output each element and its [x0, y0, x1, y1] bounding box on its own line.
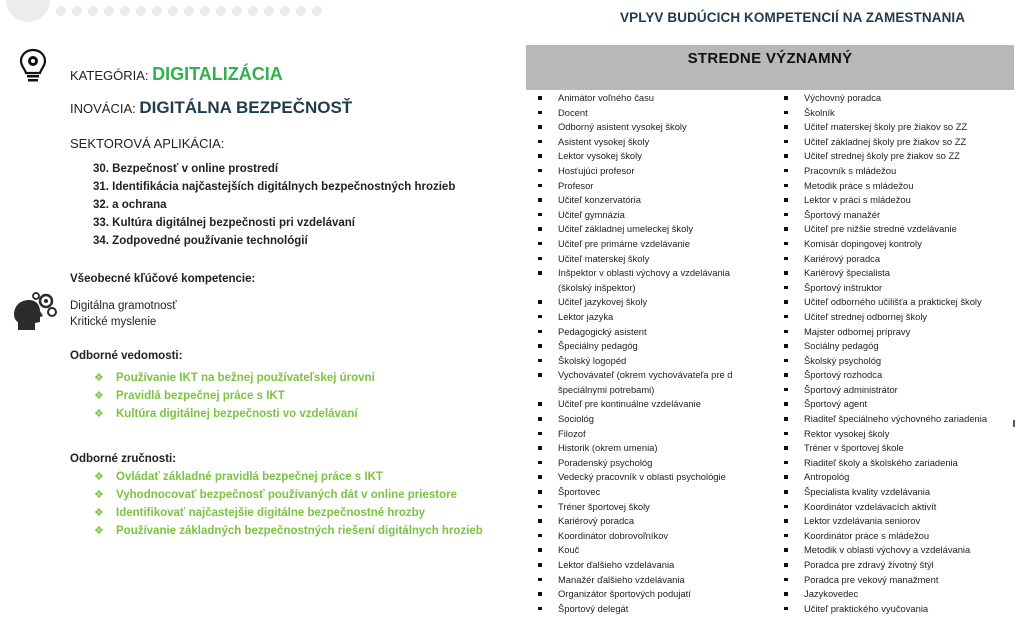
occupation-text: Pedagogický asistent — [558, 325, 647, 337]
sector-item: 30. Bezpečnosť v online prostredí — [93, 163, 279, 175]
occupation-item — [536, 339, 776, 354]
skill-item-text: Používanie základných bezpečnostných riešení digitálnych hrozieb — [116, 525, 483, 537]
occupation-text: Učiteľ strednej odbornej školy — [804, 310, 928, 322]
occupation-item — [536, 149, 776, 164]
skill-item-text: Ovládať základné pravidlá bezpečnej práce s IKT — [116, 471, 383, 483]
occupation-item — [536, 441, 776, 456]
occupation-item — [782, 500, 1014, 515]
occupation-text: Výchovný poradca — [804, 92, 882, 103]
occupation-text: Tréner športovej školy — [558, 500, 650, 512]
knowledge-item-text: Používanie IKT na bežnej používateľskej úrovni — [116, 372, 375, 384]
decorative-dot — [168, 6, 178, 16]
occupation-item — [536, 222, 776, 237]
occupation-item — [536, 485, 776, 500]
occupation-text: Športový rozhodca — [804, 369, 883, 381]
occupation-text: Učiteľ základnej umeleckej školy — [558, 223, 694, 235]
occupation-text: Antropológ — [804, 471, 850, 483]
occupation-text: Školník — [804, 106, 835, 118]
decorative-dot — [184, 6, 194, 16]
occupation-text: Asistent vysokej školy — [558, 135, 650, 147]
decorative-dot — [56, 6, 66, 16]
occupation-text: Poradca pre vekový manažment — [804, 573, 939, 585]
occupation-text: Sociálny pedagóg — [804, 340, 879, 352]
occupation-text: Kouč — [558, 544, 580, 556]
category-label: KATEGÓRIA: — [70, 68, 149, 83]
category-value: DIGITALIZÁCIA — [152, 64, 283, 84]
occupation-item — [536, 193, 776, 208]
innovation-value: DIGITÁLNA BEZPEČNOSŤ — [139, 98, 353, 117]
knowledge-title: Odborné vedomosti: — [70, 350, 183, 362]
occupation-item — [782, 237, 1014, 252]
occupation-text: Tréner v športovej škole — [804, 442, 904, 454]
occupation-text: Lektor v práci s mládežou — [804, 194, 911, 206]
occupation-text-continued: (školský inšpektor) — [558, 281, 636, 293]
occupation-text: Lektor vzdelávania seniorov — [804, 515, 921, 527]
occupation-item — [782, 558, 1014, 573]
occupation-text: Metodik práce s mládežou — [804, 179, 914, 191]
occupation-item — [782, 193, 1014, 208]
occupation-item — [782, 135, 1014, 150]
occupation-item — [536, 325, 776, 340]
occupation-text: Riaditeľ školy a školského zariadenia — [804, 456, 958, 468]
sector-list — [93, 160, 455, 250]
occupation-item — [782, 222, 1014, 237]
occupation-item — [782, 149, 1014, 164]
occupation-item — [782, 514, 1014, 529]
occupation-text: Športovec — [558, 486, 601, 498]
occupation-item — [782, 354, 1014, 369]
occupation-item — [536, 558, 776, 573]
occupation-text: Komisár dopingovej kontroly — [804, 237, 922, 249]
skill-item-text: Vyhodnocovať bezpečnosť používaných dát v online priestore — [116, 489, 457, 501]
occupation-text: Poradca pre zdravý životný štýl — [804, 559, 934, 570]
knowledge-item — [94, 387, 375, 405]
decorative-dot — [280, 6, 290, 16]
skills-list — [94, 468, 483, 540]
occupation-text: Koordinátor vzdelávacích aktivít — [804, 500, 937, 512]
occupation-item — [782, 164, 1014, 179]
occupation-text: Špeciálny pedagóg — [558, 340, 638, 352]
decorative-banner — [0, 0, 526, 22]
diamond-bullet-icon: ❖ — [94, 489, 104, 501]
occupation-item — [782, 339, 1014, 354]
occupation-text: Pracovník s mládežou — [804, 164, 897, 176]
occupation-text: Koordinátor dobrovoľníkov — [558, 529, 669, 541]
diamond-bullet-icon: ❖ — [94, 525, 104, 537]
skill-item — [94, 522, 483, 540]
occupation-text: Sociológ — [558, 413, 594, 425]
occupation-item — [536, 529, 776, 544]
occupation-item — [782, 543, 1014, 558]
occupation-text: Inšpektor v oblasti výchovy a vzdelávania — [558, 267, 730, 279]
occupation-text: Poradenský psychológ — [558, 456, 653, 468]
general-competences-title: Všeobecné kľúčové kompetencie: — [70, 273, 256, 285]
decorative-dot — [72, 6, 82, 16]
occupation-text: Koordinátor práce s mládežou — [804, 529, 930, 541]
occupation-text: Učiteľ pre primárne vzdelávanie — [558, 237, 690, 249]
occupation-text: Učiteľ jazykovej školy — [558, 296, 648, 308]
sector-item: 31. Identifikácia najčastejších digitálnych bezpečnostných hrozieb — [93, 181, 456, 193]
occupation-item — [782, 397, 1014, 412]
significance-banner — [526, 45, 1014, 90]
occupation-list-left — [536, 91, 776, 616]
occupation-item — [782, 587, 1014, 602]
occupation-item — [782, 325, 1014, 340]
decorative-dot — [248, 6, 258, 16]
occupation-text: Kariérový špecialista — [804, 267, 890, 279]
occupation-item — [782, 252, 1014, 267]
decorative-dot — [264, 6, 274, 16]
diamond-bullet-icon: ❖ — [94, 408, 104, 420]
occupation-item — [536, 310, 776, 325]
decorative-dot — [136, 6, 146, 16]
occupation-text: Docent — [558, 106, 588, 118]
occupation-item — [536, 106, 776, 121]
occupation-item — [782, 485, 1014, 500]
significance-label: STREDNE VÝZNAMNÝ — [687, 50, 853, 67]
competence-item: Kritické myslenie — [70, 316, 157, 328]
occupation-text: Školský psychológ — [804, 354, 882, 366]
occupation-item — [782, 602, 1014, 617]
skill-item — [94, 504, 483, 522]
occupation-item — [782, 412, 1014, 427]
occupation-text: Lektor vysokej školy — [558, 150, 642, 162]
occupation-text: Hosťujúci profesor — [558, 164, 635, 176]
occupation-text: Metodik v oblasti výchovy a vzdelávania — [804, 544, 971, 556]
skill-item — [94, 486, 483, 504]
occupation-item — [536, 164, 776, 179]
occupation-item — [536, 602, 776, 617]
decorative-dot — [312, 6, 322, 16]
general-competences-list — [70, 298, 177, 330]
decorative-dot — [296, 6, 306, 16]
occupation-item — [536, 252, 776, 267]
occupation-item — [536, 573, 776, 588]
occupation-item — [782, 368, 1014, 383]
occupation-item — [782, 529, 1014, 544]
occupation-item — [536, 354, 776, 369]
occupation-item — [536, 514, 776, 529]
occupation-text: Športový delegát — [558, 602, 629, 614]
occupation-text: Učiteľ gymnázia — [558, 208, 625, 220]
occupation-text: Učiteľ materskej školy — [558, 252, 650, 264]
skill-item — [94, 468, 483, 486]
occupation-item — [536, 368, 776, 397]
occupation-text: Majster odbornej prípravy — [804, 325, 911, 337]
occupation-item — [782, 266, 1014, 281]
occupation-item — [536, 91, 776, 106]
competence-item: Digitálna gramotnosť — [70, 300, 177, 312]
occupation-text: Lektor ďalšieho vzdelávania — [558, 559, 675, 570]
occupation-item — [782, 441, 1014, 456]
occupation-text: Odborný asistent vysokej školy — [558, 121, 687, 133]
diamond-bullet-icon: ❖ — [94, 390, 104, 402]
occupation-item — [782, 120, 1014, 135]
occupation-text: Jazykovedec — [804, 588, 859, 600]
occupation-text: Športový manažér — [804, 208, 881, 220]
occupation-text: Športový administrátor — [804, 383, 898, 395]
occupation-text: Učiteľ strednej školy pre žiakov so ZZ — [804, 150, 960, 162]
occupation-item — [782, 573, 1014, 588]
occupation-text: Rektor vysokej školy — [804, 427, 890, 439]
occupation-text: Manažér ďalšieho vzdelávania — [558, 573, 685, 585]
knowledge-item-text: Pravidlá bezpečnej práce s IKT — [116, 390, 285, 402]
sector-item: 33. Kultúra digitálnej bezpečnosti pri vzdelávaní — [93, 217, 356, 229]
occupation-text: Profesor — [558, 179, 594, 191]
knowledge-item — [94, 405, 375, 423]
occupation-item — [536, 412, 776, 427]
category-line — [70, 64, 283, 85]
occupation-item — [536, 500, 776, 515]
lightbulb-gear-icon — [18, 48, 48, 89]
occupation-item — [536, 208, 776, 223]
occupation-text: Učiteľ pre nižšie stredné vzdelávanie — [804, 223, 957, 235]
occupation-text: Školský logopéd — [558, 354, 627, 366]
sector-item: 34. Zodpovedné používanie technológií — [93, 235, 308, 247]
occupation-item — [782, 179, 1014, 194]
diamond-bullet-icon: ❖ — [94, 507, 104, 519]
occupation-item — [536, 179, 776, 194]
skill-item-text: Identifikovať najčastejšie digitálne bezpečnostné hrozby — [116, 507, 426, 519]
occupation-item — [782, 427, 1014, 442]
occupation-item — [782, 383, 1014, 398]
occupation-item — [536, 427, 776, 442]
occupation-text: Športový agent — [804, 398, 868, 410]
occupation-item — [782, 91, 1014, 106]
skills-title: Odborné zručnosti: — [70, 453, 177, 465]
innovation-label: INOVÁCIA: — [70, 101, 136, 116]
occupation-item — [536, 456, 776, 471]
occupation-item — [536, 237, 776, 252]
occupation-item — [536, 543, 776, 558]
occupation-item — [782, 310, 1014, 325]
occupation-text: Učiteľ pre kontinuálne vzdelávanie — [558, 398, 701, 410]
occupation-item — [782, 456, 1014, 471]
knowledge-item-text: Kultúra digitálnej bezpečnosti vo vzdelávaní — [116, 408, 358, 420]
occupation-text: Animátor voľného času — [558, 92, 655, 103]
occupation-text: Učiteľ základnej školy pre žiakov so ZZ — [804, 135, 967, 147]
knowledge-item — [94, 369, 375, 387]
occupation-item — [536, 135, 776, 150]
occupation-item — [782, 281, 1014, 296]
occupation-item — [536, 295, 776, 310]
occupation-text: Učiteľ praktického vyučovania — [804, 602, 929, 614]
occupation-text: Učiteľ materskej školy pre žiakov so ZZ — [804, 121, 968, 133]
decorative-dot — [216, 6, 226, 16]
sector-item: 32. a ochrana — [93, 199, 167, 211]
head-gears-icon — [12, 292, 58, 337]
innovation-line — [70, 98, 352, 118]
occupation-text: Organizátor športových podujatí — [558, 588, 691, 600]
decorative-dot — [104, 6, 114, 16]
occupation-text: Športový inštruktor — [804, 281, 883, 293]
occupation-item — [782, 295, 1014, 310]
decorative-dot — [200, 6, 210, 16]
occupation-item — [782, 208, 1014, 223]
edge-mark — [1013, 420, 1015, 427]
occupation-item — [536, 266, 776, 295]
decorative-dot — [152, 6, 162, 16]
occupation-text: Učiteľ odborného učilišťa a praktickej školy — [804, 296, 982, 308]
decorative-dot — [232, 6, 242, 16]
page-title: VPLYV BUDÚCICH KOMPETENCIÍ NA ZAMESTNANIA — [620, 10, 966, 25]
occupation-text-continued: špeciálnymi potrebami) — [558, 383, 655, 395]
decorative-dot — [120, 6, 130, 16]
diamond-bullet-icon: ❖ — [94, 372, 104, 384]
occupation-text: Špecialista kvality vzdelávania — [804, 486, 931, 498]
occupation-text: Vychovávateľ (okrem vychovávateľa pre d — [558, 369, 733, 381]
occupation-item — [536, 587, 776, 602]
occupation-item — [536, 120, 776, 135]
occupation-text: Učiteľ konzervatória — [558, 194, 641, 206]
decorative-dot — [88, 6, 98, 16]
occupation-item — [782, 470, 1014, 485]
sector-label: SEKTOROVÁ APLIKÁCIA: — [70, 136, 225, 151]
occupation-item — [782, 106, 1014, 121]
occupation-list-right — [782, 91, 1014, 616]
occupation-text: Vedecký pracovník v oblasti psychológie — [558, 471, 726, 483]
occupation-text: Lektor jazyka — [558, 310, 614, 322]
occupation-text: Kariérový poradca — [558, 515, 635, 527]
occupation-text: Riaditeľ špeciálneho výchovného zariadenia — [804, 413, 988, 425]
occupation-item — [536, 397, 776, 412]
occupation-text: Filozof — [558, 427, 586, 439]
occupation-text: Historik (okrem umenia) — [558, 442, 658, 454]
occupation-item — [536, 470, 776, 485]
knowledge-list — [94, 369, 375, 423]
occupation-text: Kariérový poradca — [804, 252, 881, 264]
decorative-shape — [6, 0, 50, 22]
diamond-bullet-icon: ❖ — [94, 471, 104, 483]
